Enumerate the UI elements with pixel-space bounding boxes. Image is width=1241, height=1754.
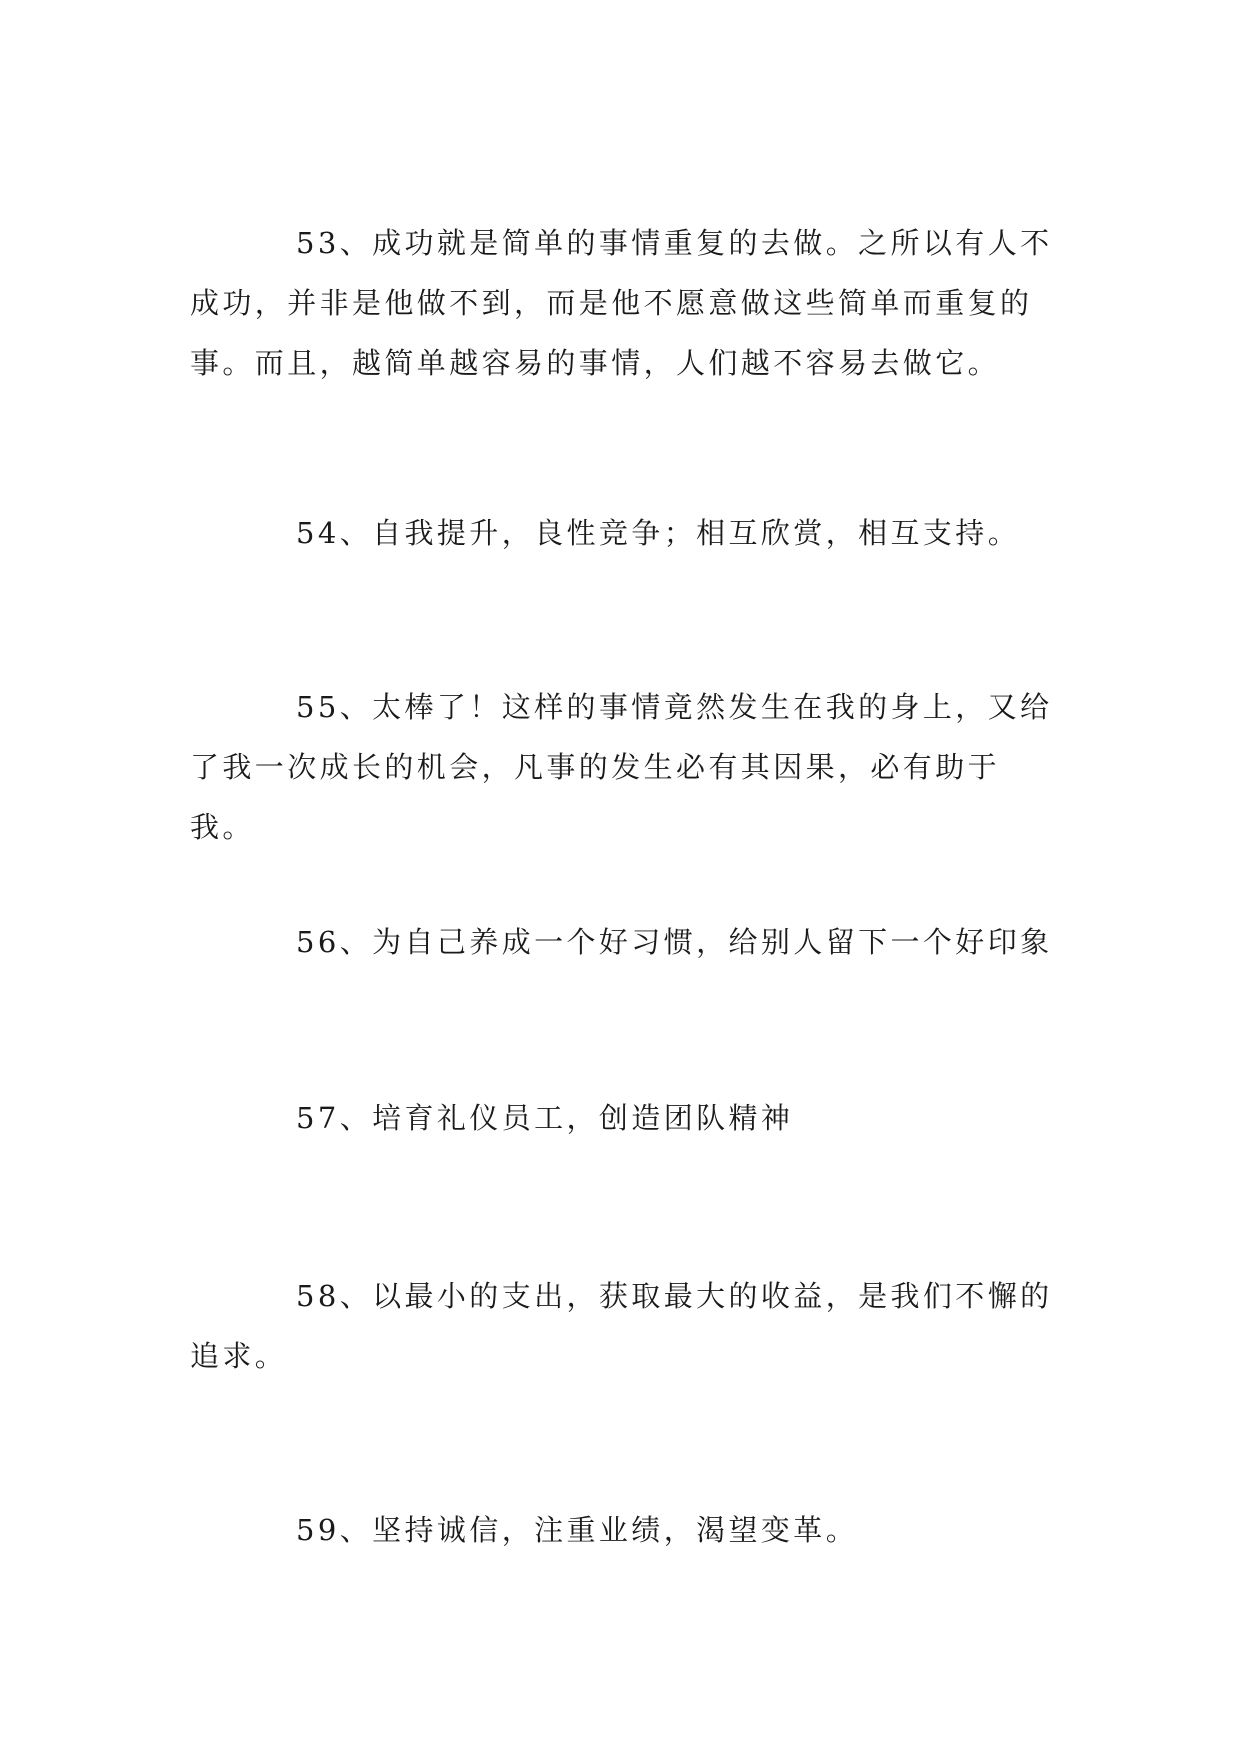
- paragraph-55: 55、太棒了！这样的事情竟然发生在我的身上，又给了我一次成长的机会，凡事的发生必有其因果，必有助于我。: [190, 690, 1053, 844]
- paragraph-56: 56、为自己养成一个好习惯，给别人留下一个好印象: [296, 925, 1053, 959]
- paragraph-54: 54、自我提升，良性竞争；相互欣赏，相互支持。: [296, 516, 1021, 550]
- paragraph-53: 53、成功就是简单的事情重复的去做。之所以有人不成功，并非是他做不到，而是他不愿意做这些简单而重复的事。而且，越简单越容易的事情，人们越不容易去做它。: [190, 226, 1053, 380]
- paragraph-59: 59、坚持诚信，注重业绩，渴望变革。: [296, 1513, 859, 1547]
- paragraph-58: 58、以最小的支出，获取最大的收益，是我们不懈的追求。: [190, 1279, 1053, 1373]
- paragraph-57: 57、培育礼仪员工，创造团队精神: [296, 1101, 794, 1135]
